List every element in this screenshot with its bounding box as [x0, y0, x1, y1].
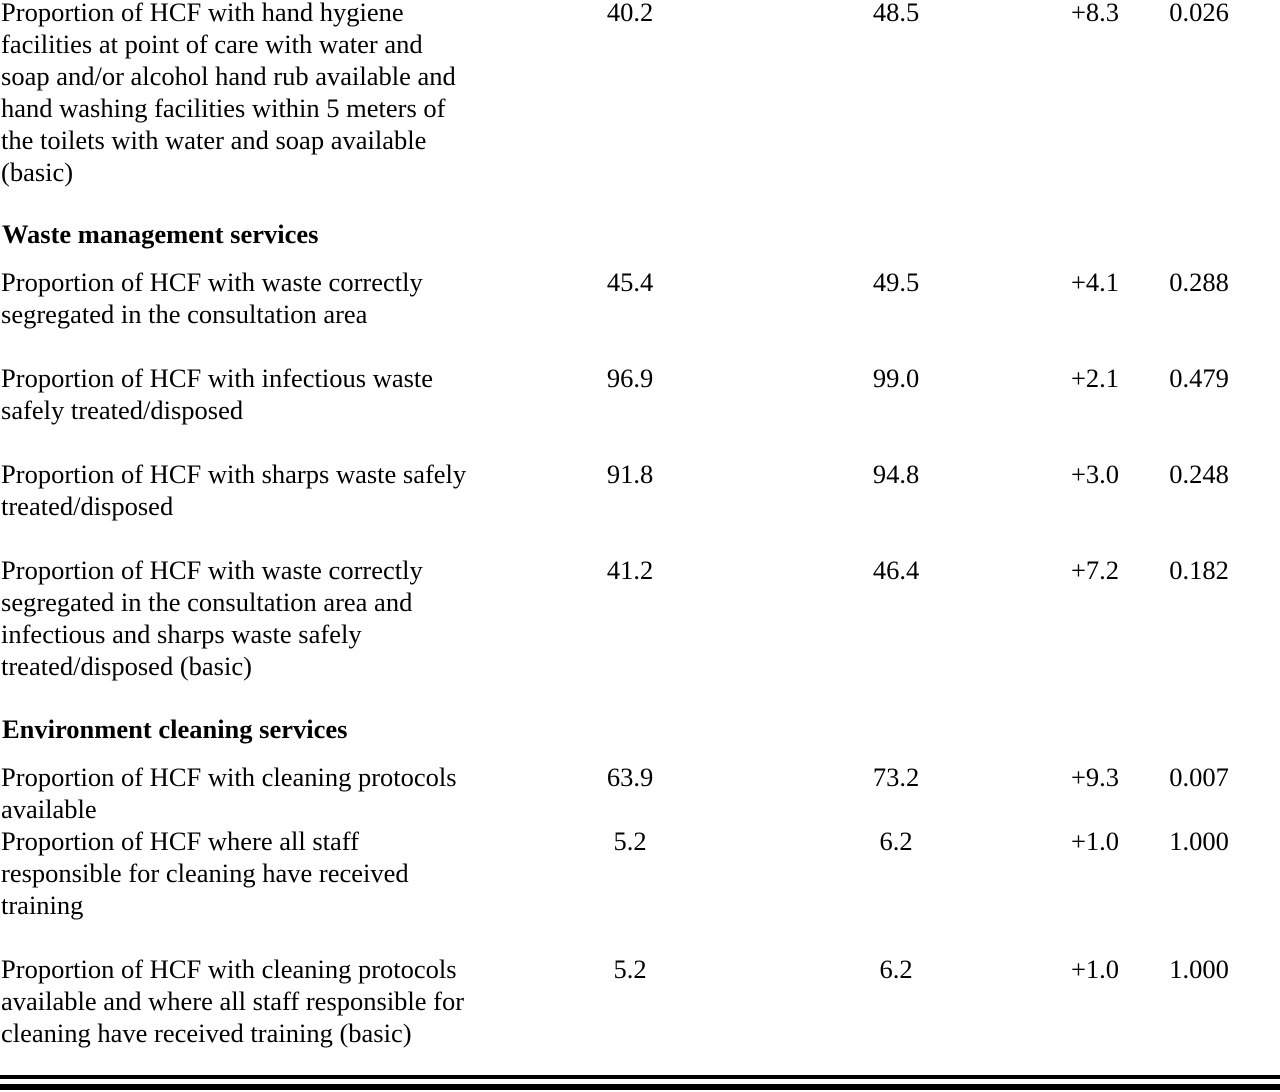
value-after: 6.2 [879, 826, 913, 856]
value-difference: +7.2 [1070, 555, 1120, 585]
section-title: Waste management services [2, 219, 319, 249]
value-before: 91.8 [606, 459, 654, 489]
value-before: 41.2 [606, 555, 654, 585]
section-title: Environment cleaning services [2, 714, 348, 744]
value-after: 99.0 [872, 363, 920, 393]
p-value: 0.288 [1169, 267, 1229, 297]
row-label: Proportion of HCF with sharps waste safely treated/disposed [1, 459, 467, 521]
row-label: Proportion of HCF with waste correctly segregated in the consultation area and infectious and sharps waste safely treated/disposed (basic) [1, 555, 423, 681]
p-value: 0.182 [1169, 555, 1229, 585]
value-before: 45.4 [606, 267, 654, 297]
row-label: Proportion of HCF where all staff responsible for cleaning have received training [1, 826, 409, 920]
value-after: 6.2 [879, 954, 913, 984]
row-label: Proportion of HCF with waste correctly segregated in the consultation area [1, 267, 423, 329]
value-before: 5.2 [613, 826, 647, 856]
table-bottom-rule [0, 1084, 1280, 1090]
row-label: Proportion of HCF with hand hygiene facilities at point of care with water and soap and/or alcohol hand rub available and hand washing facilities within 5 meters of the toilets with water and soap available (basic) [1, 0, 456, 187]
value-after: 94.8 [872, 459, 920, 489]
p-value: 1.000 [1169, 954, 1229, 984]
value-difference: +9.3 [1070, 762, 1120, 792]
p-value: 0.007 [1169, 762, 1229, 792]
p-value: 0.479 [1169, 363, 1229, 393]
value-before: 96.9 [606, 363, 654, 393]
p-value: 0.248 [1169, 459, 1229, 489]
value-after: 73.2 [872, 762, 920, 792]
value-before: 40.2 [606, 0, 654, 27]
value-before: 5.2 [613, 954, 647, 984]
value-difference: +1.0 [1070, 954, 1120, 984]
p-value: 1.000 [1169, 826, 1229, 856]
value-after: 48.5 [872, 0, 920, 27]
table-bottom-rule [0, 1075, 1280, 1079]
value-after: 46.4 [872, 555, 920, 585]
row-label: Proportion of HCF with cleaning protocols available [1, 762, 457, 824]
value-difference: +3.0 [1070, 459, 1120, 489]
p-value: 0.026 [1169, 0, 1229, 27]
value-before: 63.9 [606, 762, 654, 792]
value-difference: +8.3 [1070, 0, 1120, 27]
value-after: 49.5 [872, 267, 920, 297]
value-difference: +1.0 [1070, 826, 1120, 856]
value-difference: +4.1 [1070, 267, 1120, 297]
row-label: Proportion of HCF with infectious waste safely treated/disposed [1, 363, 434, 425]
value-difference: +2.1 [1070, 363, 1120, 393]
row-label: Proportion of HCF with cleaning protocols available and where all staff responsible for cleaning have received training (basic) [1, 954, 465, 1048]
